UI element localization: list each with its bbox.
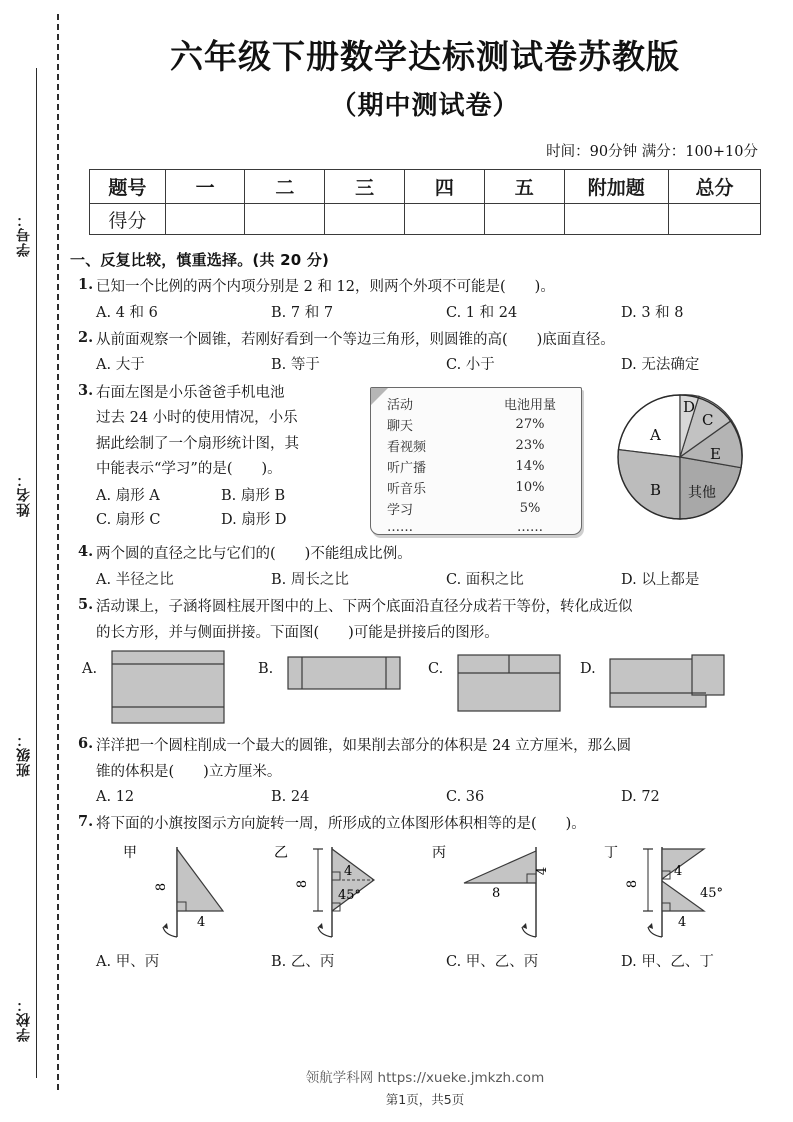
flag-figure-jia xyxy=(115,839,265,947)
note-usage-6: …… xyxy=(517,519,543,535)
option-2-d[interactable]: D. 无法确定 xyxy=(621,357,700,374)
flag-figure-ding xyxy=(600,839,760,947)
question-2-text: 从前面观察一个圆锥，若刚好看到一个等边三角形，则圆锥的高( )底面直径。 xyxy=(96,331,615,348)
note-activity-4: 听音乐 xyxy=(387,481,427,497)
option-3-b[interactable]: B. 扇形 B xyxy=(221,487,286,504)
question-3-line-4: 中能表示“学习”的是( )。 xyxy=(96,461,282,478)
exam-paper xyxy=(70,0,780,1122)
score-table-col-5: 五 xyxy=(484,170,564,204)
option-2-b[interactable]: B. 等于 xyxy=(271,357,320,374)
option-2-a[interactable]: A. 大于 xyxy=(96,357,145,374)
option-6-c[interactable]: C. 36 xyxy=(446,789,485,806)
flag-figure-bing xyxy=(428,839,588,947)
score-cell-2[interactable] xyxy=(245,204,325,235)
question-5 xyxy=(70,596,780,619)
pie-chart-svg xyxy=(610,387,750,527)
note-usage-4: 10% xyxy=(515,479,545,495)
pie-label-a: A xyxy=(650,425,661,444)
battery-usage-table xyxy=(371,393,581,536)
option-1-b[interactable]: B. 7 和 7 xyxy=(271,304,334,321)
binding-dashed-line xyxy=(57,14,59,1090)
score-table-row-label-2: 得分 xyxy=(90,204,166,235)
question-3-options-row-1 xyxy=(70,484,370,509)
question-3-number: 3. xyxy=(78,381,94,399)
figure-label-5-d[interactable]: D. xyxy=(580,661,596,678)
flag-label-jia: 甲 xyxy=(123,844,137,861)
table-row-score xyxy=(90,204,761,235)
question-7-options xyxy=(70,951,780,974)
option-4-b[interactable]: B. 周长之比 xyxy=(271,571,349,588)
note-activity-2: 看视频 xyxy=(387,439,427,455)
question-7-figures xyxy=(70,839,780,947)
page-subtitle: （期中测试卷） xyxy=(330,91,520,122)
battery-usage-note-card xyxy=(370,387,582,535)
option-6-a[interactable]: A. 12 xyxy=(96,789,135,806)
section-heading-1: 一、反复比较，慎重选择。(共 20 分) xyxy=(70,251,330,270)
flag-label-ding: 丁 xyxy=(604,844,618,861)
score-cell-3[interactable] xyxy=(325,204,405,235)
flag-label-bing: 丙 xyxy=(432,844,446,861)
option-6-b[interactable]: B. 24 xyxy=(271,789,310,806)
option-1-a[interactable]: A. 4 和 6 xyxy=(96,304,158,321)
question-1-text: 已知一个比例的两个内项分别是 2 和 12，则两个外项不可能是( )。 xyxy=(96,279,555,296)
option-7-a[interactable]: A. 甲、丙 xyxy=(96,953,160,970)
option-7-c[interactable]: C. 甲、乙、丙 xyxy=(446,953,539,970)
pie-label-other: 其他 xyxy=(688,484,716,501)
option-1-d[interactable]: D. 3 和 8 xyxy=(621,304,684,321)
question-1 xyxy=(70,276,780,299)
score-cell-extra[interactable] xyxy=(564,204,668,235)
question-6-line-2-row xyxy=(70,761,780,784)
question-4-number: 4. xyxy=(78,543,94,561)
option-6-d[interactable]: D. 72 xyxy=(621,789,660,806)
pie-label-d: D xyxy=(683,397,696,416)
option-4-c[interactable]: C. 面积之比 xyxy=(446,571,524,588)
question-3-line-2: 过去 24 小时的使用情况，小乐 xyxy=(96,410,298,427)
question-7-text: 将下面的小旗按图示方向旋转一周，所形成的立体图形体积相等的是( )。 xyxy=(96,816,586,833)
note-activity-3: 听广播 xyxy=(387,460,427,476)
option-3-c[interactable]: C. 扇形 C xyxy=(96,512,161,529)
note-usage-3: 14% xyxy=(515,458,545,474)
question-7 xyxy=(70,813,780,836)
flag-bing-base-length: 8 xyxy=(492,885,501,901)
question-7-number: 7. xyxy=(78,813,94,831)
sidebar-label-class: 班级： xyxy=(16,732,32,778)
note-usage-1: 27% xyxy=(515,416,545,432)
flag-jia-base-length: 4 xyxy=(197,914,206,930)
score-table-col-extra: 附加题 xyxy=(564,170,668,204)
figure-label-5-c[interactable]: C. xyxy=(428,661,444,678)
figure-5-c[interactable] xyxy=(456,653,566,715)
table-row xyxy=(371,435,581,456)
flag-bing-vertical-length: 4 xyxy=(535,866,550,875)
question-1-number: 1. xyxy=(78,276,94,294)
question-3-line-4-row xyxy=(70,458,370,481)
table-row-header xyxy=(371,393,581,414)
question-3-line-1: 右面左图是小乐爸爸手机电池 xyxy=(96,384,285,401)
flag-ding-base-length: 4 xyxy=(678,914,687,930)
flag-figure-yi xyxy=(270,839,420,947)
score-table xyxy=(89,169,761,235)
question-1-options xyxy=(70,302,780,325)
question-6 xyxy=(70,735,780,758)
note-activity-5: 学习 xyxy=(387,502,414,518)
question-6-number: 6. xyxy=(78,735,94,753)
question-4-text: 两个圆的直径之比与它们的( )不能组成比例。 xyxy=(96,546,412,563)
note-usage-2: 23% xyxy=(515,437,545,453)
score-table-col-total: 总分 xyxy=(668,170,760,204)
figure-5-a[interactable] xyxy=(110,649,230,725)
question-5-line-2: 的长方形，并与侧面拼接。下面图( )可能是拼接后的图形。 xyxy=(96,624,499,641)
question-3 xyxy=(70,382,780,534)
question-6-options xyxy=(70,786,780,809)
score-table-row-label-1: 题号 xyxy=(90,170,166,204)
flag-yi-vertical-length: 8 xyxy=(295,879,310,888)
question-3-options-row-2 xyxy=(70,508,370,533)
folded-corner-icon xyxy=(371,388,388,405)
note-header-usage: 电池用量 xyxy=(503,397,556,413)
option-4-a[interactable]: A. 半径之比 xyxy=(96,571,174,588)
table-row xyxy=(371,477,581,498)
table-row-header xyxy=(90,170,761,204)
question-2-number: 2. xyxy=(78,328,94,346)
flag-ding-angle: 45° xyxy=(700,885,724,901)
pie-chart xyxy=(610,387,750,527)
exam-meta: 时间：90分钟 满分：100+10分 xyxy=(546,144,758,161)
option-7-b[interactable]: B. 乙、丙 xyxy=(271,953,335,970)
flag-label-yi: 乙 xyxy=(274,844,288,861)
flag-yi-angle: 45° xyxy=(338,887,362,903)
flag-yi-top-length: 4 xyxy=(344,863,353,879)
option-1-c[interactable]: C. 1 和 24 xyxy=(446,304,518,321)
question-4-options xyxy=(70,569,780,592)
table-row xyxy=(371,498,581,519)
question-5-number: 5. xyxy=(78,596,94,614)
question-3-line-3: 据此绘制了一个扇形统计图，其 xyxy=(96,435,299,452)
score-table-col-4: 四 xyxy=(405,170,485,204)
figure-5-d[interactable] xyxy=(608,653,728,715)
question-6-line-2: 锥的体积是( )立方厘米。 xyxy=(96,763,282,780)
option-3-d[interactable]: D. 扇形 D xyxy=(221,512,287,529)
note-header-activity: 活动 xyxy=(387,397,414,413)
pie-label-c: C xyxy=(702,410,714,429)
option-7-d[interactable]: D. 甲、乙、丁 xyxy=(621,953,714,970)
figure-label-5-b[interactable]: B. xyxy=(258,661,274,678)
footer-site-watermark: 领航学科网 https://xueke.jmkzh.com xyxy=(305,1070,545,1086)
page-title: 六年级下册数学达标测试卷苏教版 xyxy=(170,37,680,76)
score-cell-4[interactable] xyxy=(405,204,485,235)
pie-label-e: E xyxy=(710,444,721,463)
question-2 xyxy=(70,329,780,352)
question-3-line-3-row xyxy=(70,433,370,456)
flag-ding-top-length: 4 xyxy=(674,863,683,879)
sidebar-label-student-number: 学号： xyxy=(16,212,32,258)
table-row xyxy=(371,519,581,536)
score-table-col-2: 二 xyxy=(245,170,325,204)
figure-label-5-a[interactable]: A. xyxy=(82,661,98,678)
question-6-line-1: 洋洋把一个圆柱削成一个最大的圆锥，如果削去部分的体积是 24 立方厘米，那么圆 xyxy=(96,738,632,755)
flag-ding-vertical-length: 8 xyxy=(625,879,640,888)
note-usage-5: 5% xyxy=(519,500,541,516)
question-5-line-2-row xyxy=(70,622,780,645)
sidebar-label-school: 学校： xyxy=(16,997,32,1043)
note-activity-6: …… xyxy=(387,519,413,535)
pie-label-b: B xyxy=(650,480,662,499)
score-table-col-3: 三 xyxy=(325,170,405,204)
note-activity-1: 聊天 xyxy=(387,418,414,434)
question-3-line-2-row xyxy=(70,407,370,430)
footer-page-number: 第1页，共5页 xyxy=(385,1092,465,1107)
question-2-options xyxy=(70,354,780,377)
sidebar-label-student-name: 姓名： xyxy=(16,472,32,518)
question-3-stem xyxy=(70,382,370,405)
figure-5-b[interactable] xyxy=(286,655,406,695)
score-cell-5[interactable] xyxy=(484,204,564,235)
flag-jia-vertical-length: 8 xyxy=(154,882,169,891)
table-row xyxy=(371,456,581,477)
question-5-figures xyxy=(70,649,780,735)
option-2-c[interactable]: C. 小于 xyxy=(446,357,495,374)
table-row xyxy=(371,414,581,435)
option-4-d[interactable]: D. 以上都是 xyxy=(621,571,700,588)
score-cell-total[interactable] xyxy=(668,204,760,235)
question-4 xyxy=(70,543,780,566)
score-cell-1[interactable] xyxy=(165,204,245,235)
score-table-col-1: 一 xyxy=(165,170,245,204)
question-5-line-1: 活动课上，子涵将圆柱展开图中的上、下两个底面沿直径分成若干等份，转化成近似 xyxy=(96,599,633,616)
option-3-a[interactable]: A. 扇形 A xyxy=(96,487,160,504)
